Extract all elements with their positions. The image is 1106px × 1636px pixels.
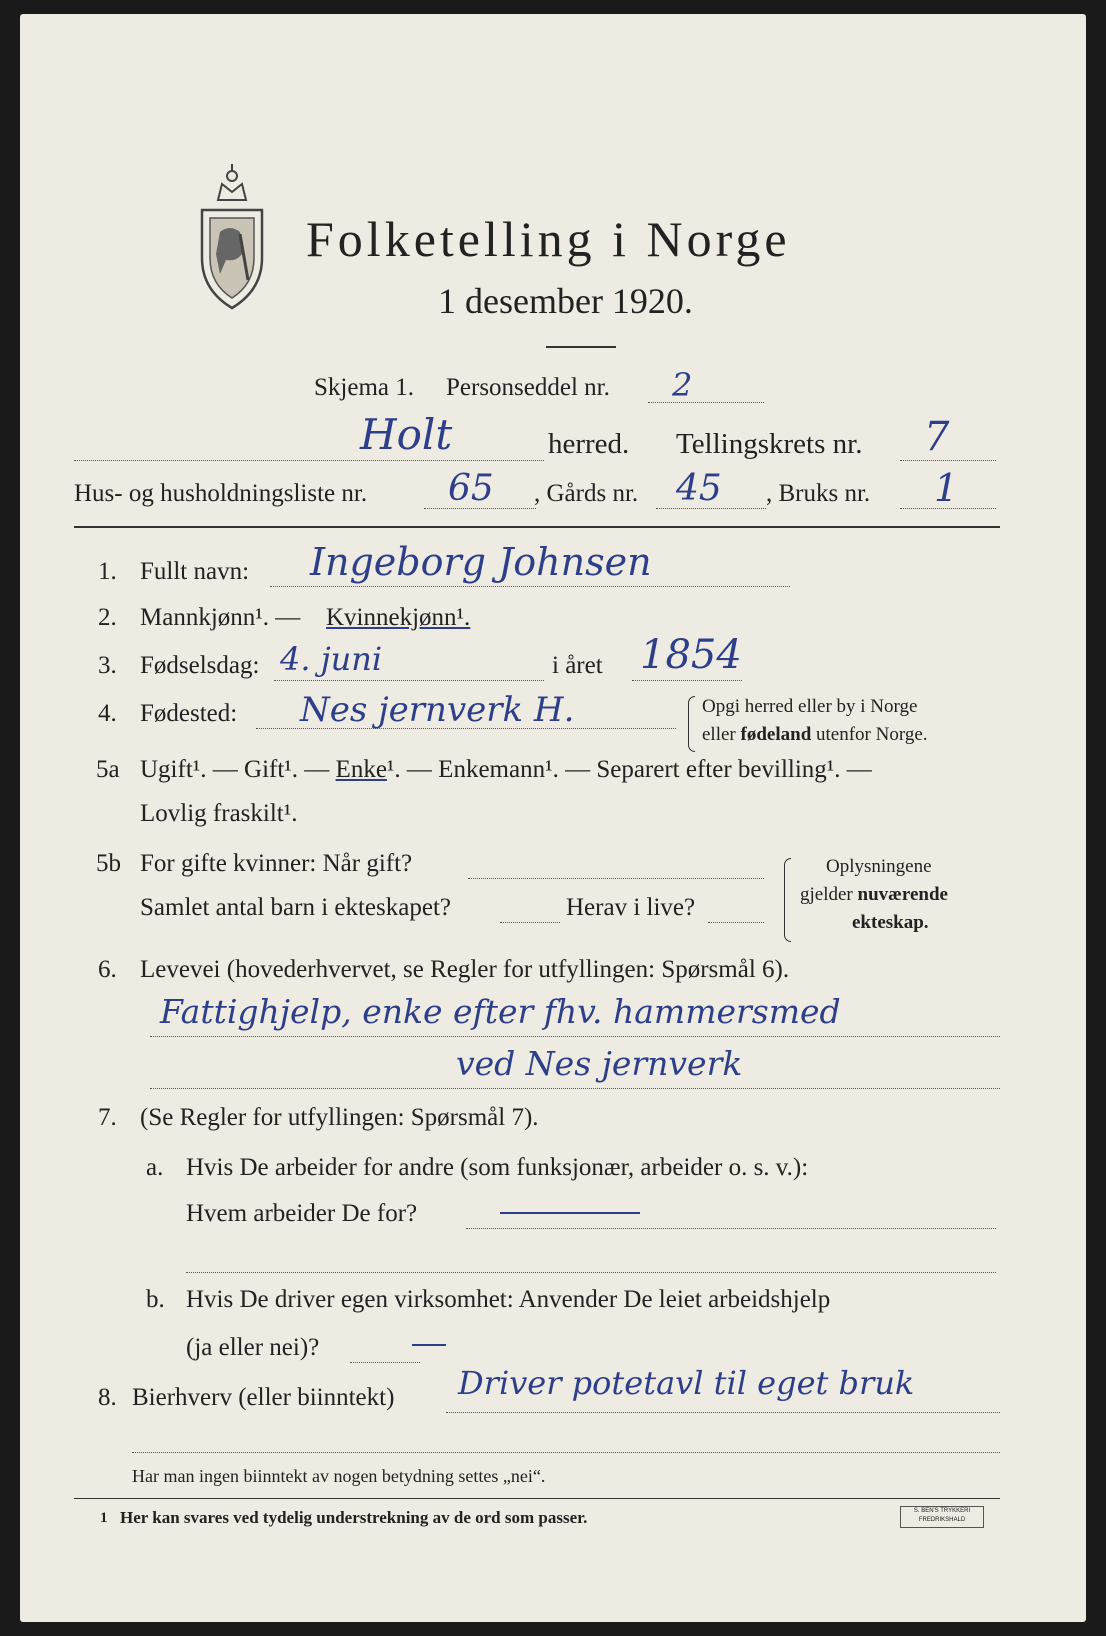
header-rule	[74, 526, 1000, 528]
q7a-line1: Hvis De arbeider for andre (som funksjonær, arbeider o. s. v.):	[186, 1154, 809, 1181]
q5a-number: 5a	[96, 756, 120, 783]
birthyear-label: i året	[552, 652, 603, 679]
q5b-brace	[784, 858, 791, 942]
q2-number: 2.	[98, 604, 117, 631]
bruks-value[interactable]: 1	[934, 466, 959, 510]
q8-number: 8.	[98, 1384, 117, 1411]
q4-note-part2: fødeland	[740, 724, 812, 745]
hired-help-line[interactable]	[350, 1362, 420, 1363]
q8-line2	[132, 1452, 1000, 1453]
herred-line	[74, 460, 544, 461]
full-name-value[interactable]: Ingeborg Johnsen	[310, 540, 652, 584]
q8-line	[446, 1412, 1000, 1413]
census-form	[20, 14, 1086, 1622]
birthyear-line	[632, 680, 742, 681]
q7b-line1: Hvis De driver egen virksomhet: Anvender De leiet arbeidshjelp	[186, 1286, 831, 1313]
q5b-line2a: Samlet antal barn i ekteskapet?	[140, 894, 451, 921]
birthyear-value[interactable]: 1854	[640, 632, 742, 678]
husholdningsliste-label: Hus- og husholdningsliste nr.	[74, 480, 368, 507]
footnote-text: Her kan svares ved tydelig understrekning av de ord som passer.	[120, 1508, 588, 1527]
occupation-value-line1[interactable]: Fattighjelp, enke efter fhv. hammersmed	[160, 992, 841, 1031]
occupation-value-line2[interactable]: ved Nes jernverk	[456, 1044, 743, 1083]
tellingskrets-value[interactable]: 7	[924, 414, 950, 460]
q7b-line2: (ja eller nei)?	[186, 1334, 320, 1361]
marital-options-c[interactable]: ¹. — Enkemann¹. — Separert efter bevilling¹. —	[386, 756, 872, 783]
q5b-note-line1: Oplysningene	[826, 856, 932, 877]
employer-line2	[186, 1272, 996, 1273]
note-nei: Har man ingen biinntekt av nogen betydning settes „nei“.	[132, 1466, 546, 1486]
q5b-note-part2: nuværende	[857, 884, 948, 905]
q7-number: 7.	[98, 1104, 117, 1131]
employer-line[interactable]	[466, 1228, 996, 1229]
q7a-line2: Hvem arbeider De for?	[186, 1200, 418, 1227]
tellingskrets-line	[900, 460, 996, 461]
q5b-note-line3: ekteskap.	[852, 912, 929, 933]
birthdate-value[interactable]: 4. juni	[280, 640, 383, 678]
children-alive-line	[708, 922, 764, 923]
side-income-value[interactable]: Driver potetavl til eget bruk	[458, 1364, 915, 1402]
q3-line	[274, 680, 544, 681]
q6-label: Levevei (hovederhvervet, se Regler for utfyllingen: Spørsmål 6).	[140, 956, 790, 983]
employer-dash	[500, 1212, 640, 1214]
personseddel-value[interactable]: 2	[672, 366, 693, 404]
q5b-note-part1: gjelder	[800, 884, 853, 905]
title-divider	[546, 346, 616, 348]
q8-label: Bierhverv (eller biinntekt)	[132, 1384, 395, 1411]
husholdningsliste-value[interactable]: 65	[448, 468, 494, 509]
q6-line2	[150, 1088, 1000, 1089]
marital-status-line2[interactable]: Lovlig fraskilt¹.	[140, 800, 298, 827]
marital-option-enke[interactable]: Enke	[335, 756, 387, 783]
skjema-label: Skjema 1.	[314, 374, 414, 401]
q5b-line1: For gifte kvinner: Når gift?	[140, 850, 413, 877]
gards-value[interactable]: 45	[676, 468, 722, 509]
q4-note-line2	[702, 724, 928, 746]
coat-of-arms-icon	[196, 162, 268, 312]
q4-note-part1: eller	[702, 724, 736, 745]
q6-line1	[150, 1036, 1000, 1037]
q4-number: 4.	[98, 700, 117, 727]
personseddel-line	[648, 402, 764, 403]
q5b-line2b: Herav i live?	[566, 894, 696, 921]
q5b-number: 5b	[96, 850, 121, 877]
personseddel-label: Personseddel nr.	[446, 374, 610, 401]
q3-number: 3.	[98, 652, 117, 679]
q1-line	[270, 586, 790, 587]
footnote-rule	[74, 1498, 1000, 1499]
q1-label: Fullt navn:	[140, 558, 250, 585]
herred-label: herred.	[548, 428, 630, 460]
gards-label: , Gårds nr.	[534, 480, 639, 507]
q4-brace	[688, 696, 695, 752]
q5b-note-line2	[800, 884, 948, 906]
q4-note-line1: Opgi herred eller by i Norge	[702, 696, 918, 717]
form-title: Folketelling i Norge	[306, 211, 791, 267]
q6-number: 6.	[98, 956, 117, 983]
census-date: 1 desember 1920.	[438, 281, 693, 321]
sex-male-option[interactable]: Mannkjønn¹. —	[140, 604, 301, 631]
footnote-mark: 1	[100, 1510, 108, 1526]
marital-status-line1	[140, 756, 872, 784]
herred-value[interactable]: Holt	[360, 410, 453, 459]
q7-label: (Se Regler for utfyllingen: Spørsmål 7).	[140, 1104, 539, 1131]
q7a-number: a.	[146, 1154, 164, 1181]
bruks-label: , Bruks nr.	[766, 480, 871, 507]
tellingskrets-label: Tellingskrets nr.	[676, 428, 863, 460]
hired-help-dash	[412, 1344, 446, 1346]
sex-female-option[interactable]: Kvinnekjønn¹.	[326, 604, 471, 631]
printer-stamp: S. BEN'S TRYKKERI FREDRIKSHALD	[900, 1506, 984, 1528]
children-total-line	[500, 922, 560, 923]
q1-number: 1.	[98, 558, 117, 585]
birthplace-value[interactable]: Nes jernverk H.	[300, 690, 575, 730]
marital-options-a[interactable]: Ugift¹. — Gift¹. —	[140, 756, 330, 783]
q3-label: Fødselsdag:	[140, 652, 260, 679]
q4-label: Fødested:	[140, 700, 238, 727]
married-when-line	[468, 878, 764, 879]
q4-note-part3: utenfor Norge.	[816, 724, 928, 745]
q7b-number: b.	[146, 1286, 165, 1313]
